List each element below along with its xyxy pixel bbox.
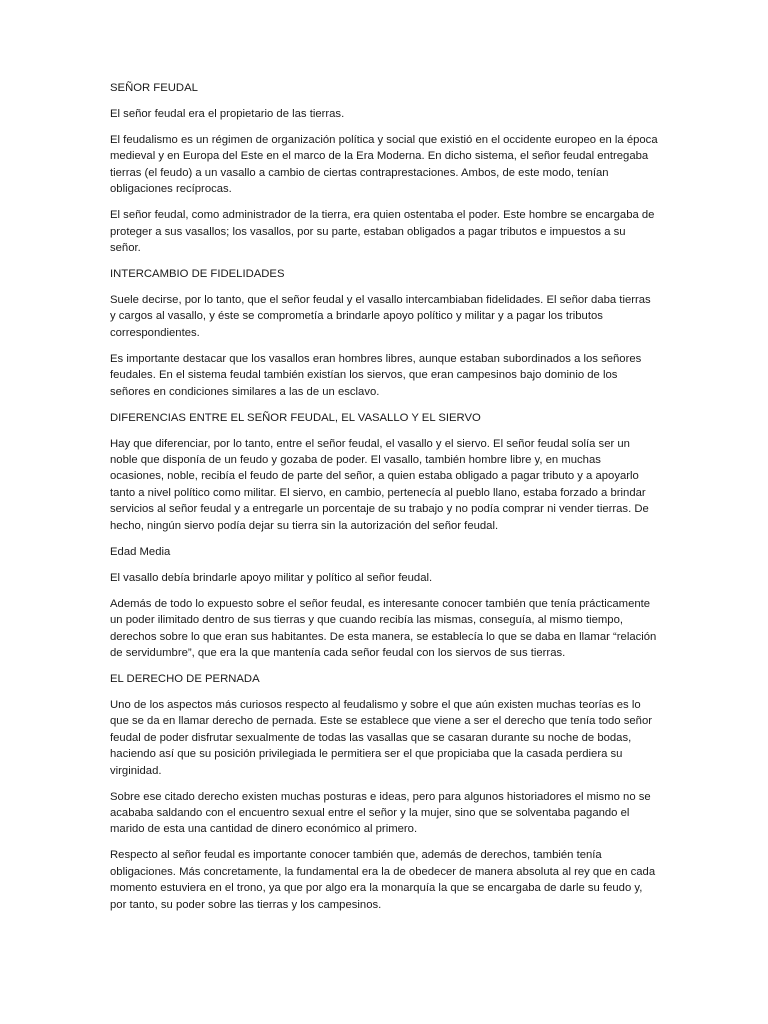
paragraph: El señor feudal era el propietario de las tierras.	[110, 108, 345, 120]
document-page	[110, 80, 658, 923]
paragraph: El señor feudal, como administrador de la tierra, era quien ostentaba el poder. Este hombre se encargaba de proteger a sus vasallos; los vasallos, por su parte, estaban obligados a pagar tributos e impuestos a su señor.	[110, 209, 655, 255]
paragraph: Suele decirse, por lo tanto, que el señor feudal y el vasallo intercambiaban fidelidades. El señor daba tierras y cargos al vasallo, y éste se comprometía a brindarle apoyo político y militar y a pagar los tributos correspondientes.	[110, 294, 651, 339]
heading-intercambio-de-fidelidades: INTERCAMBIO DE FIDELIDADES	[110, 268, 285, 281]
heading-senor-feudal: SEÑOR FEUDAL	[110, 82, 198, 94]
heading-diferencias: DIFERENCIAS ENTRE EL SEÑOR FEUDAL, EL VASALLO Y EL SIERVO	[110, 411, 481, 424]
paragraph: El vasallo debía brindarle apoyo militar y político al señor feudal.	[110, 571, 433, 584]
paragraph: Uno de los aspectos más curiosos respecto al feudalismo y sobre el que aún existen muchas teorías es lo que se da en llamar derecho de pernada. Este se establece que viene a ser el derecho que tenía todo señor feudal de poder disfrutar sexualmente de todas las vasallas que se casaran durante su noche de bodas, haciendo así que su posición privilegiada le permitiera ser el que propiciaba que la casada perdiera su virginidad.	[110, 698, 652, 777]
paragraph: Hay que diferenciar, por lo tanto, entre el señor feudal, el vasallo y el siervo. El señor feudal solía ser un noble que disponía de un feudo y gozaba de poder. El vasallo, también hombre libre y, en muchas ocasiones, noble, recibía el feudo de parte del señor, a quien estaba obligado a pagar tributo y a apoyarlo tanto a nivel político como militar. El siervo, en cambio, pertenecía al pueblo llano, estaba forzado a brindar servicios al señor feudal y a entregarle un porcentaje de su trabajo y no podía comprar ni vender tierras. De hecho, ningún siervo podía dejar su tierra sin la autorización del señor feudal.	[110, 437, 649, 532]
heading-derecho-de-pernada: EL DERECHO DE PERNADA	[110, 672, 260, 685]
heading-edad-media: Edad Media	[110, 545, 171, 558]
paragraph: Además de todo lo expuesto sobre el señor feudal, es interesante conocer también que tenía prácticamente un poder ilimitado dentro de sus tierras y que cuando recibía las mismas, conseguía, al mismo tiempo, derechos sobre lo que eran sus habitantes. De esta manera, se establecía lo que se daba en llamar “relación de servidumbre”, que era la que mantenía cada señor feudal con los siervos de sus tierras.	[110, 597, 657, 659]
paragraph: El feudalismo es un régimen de organización política y social que existió en el occidente europeo en la época medieval y en Europa del Este en el marco de la Era Moderna. En dicho sistema, el señor feudal entregaba tierras (el feudo) a un vasallo a cambio de ciertas contraprestaciones. Ambos, de este modo, tenían obligaciones recíprocas.	[110, 134, 658, 196]
paragraph: Es importante destacar que los vasallos eran hombres libres, aunque estaban subordinados a los señores feudales. En el sistema feudal también existían los siervos, que eran campesinos bajo dominio de los señores en condiciones similares a las de un esclavo.	[110, 352, 642, 398]
paragraph: Respecto al señor feudal es importante conocer también que, además de derechos, también tenía obligaciones. Más concretamente, la fundamental era la de obedecer de manera absoluta al rey que en cada momento estuviera en el trono, ya que por algo era la monarquía la que se encargaba de darle su feudo y, por tanto, su poder sobre las tierras y los campesinos.	[110, 849, 656, 911]
paragraph: Sobre ese citado derecho existen muchas posturas e ideas, pero para algunos historiadores el mismo no se acababa saldando con el encuentro sexual entre el señor y la mujer, sino que se solventaba pagando el marido de esta una cantidad de dinero económico al primero.	[110, 790, 651, 836]
